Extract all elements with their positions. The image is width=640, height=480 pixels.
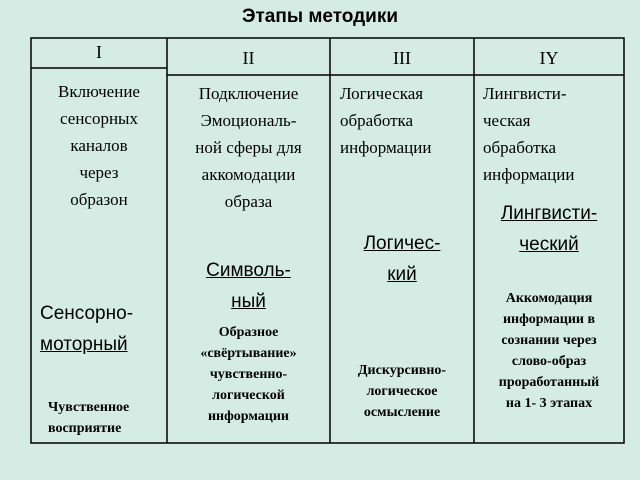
column-3-heading: Логическая обработка информации bbox=[340, 84, 432, 157]
column-2-stage: Символь- ный bbox=[206, 260, 291, 312]
column-1-description: Чувственное восприятие bbox=[48, 400, 130, 436]
page-title: Этапы методики bbox=[241, 6, 399, 27]
column-4-numeral: IY bbox=[539, 48, 559, 68]
column-4-stage: Лингвисти- ческий bbox=[500, 203, 598, 255]
column-2-heading: Подключение Эмоциональ- ной сферы для аккомодации образа bbox=[195, 84, 302, 211]
column-1-stage: Сенсорно- моторный bbox=[40, 303, 134, 355]
column-3-numeral: III bbox=[393, 48, 411, 68]
column-2-description: Образное «свёртывание» чувственно- логической информации bbox=[200, 325, 297, 424]
column-2-numeral: II bbox=[242, 48, 255, 68]
column-1-heading: Включение сенсорных каналов через образон bbox=[58, 82, 140, 209]
column-4-heading: Лингвисти- ческая обработка информации bbox=[483, 84, 575, 184]
column-3-description: Дискурсивно- логическое осмысление bbox=[357, 363, 447, 420]
column-3-stage: Логичес- кий bbox=[363, 233, 441, 285]
column-1-numeral: I bbox=[96, 42, 102, 62]
column-4-description: Аккомодация информации в сознании через слово-образ проработанный на 1- 3 этапах bbox=[498, 291, 600, 411]
